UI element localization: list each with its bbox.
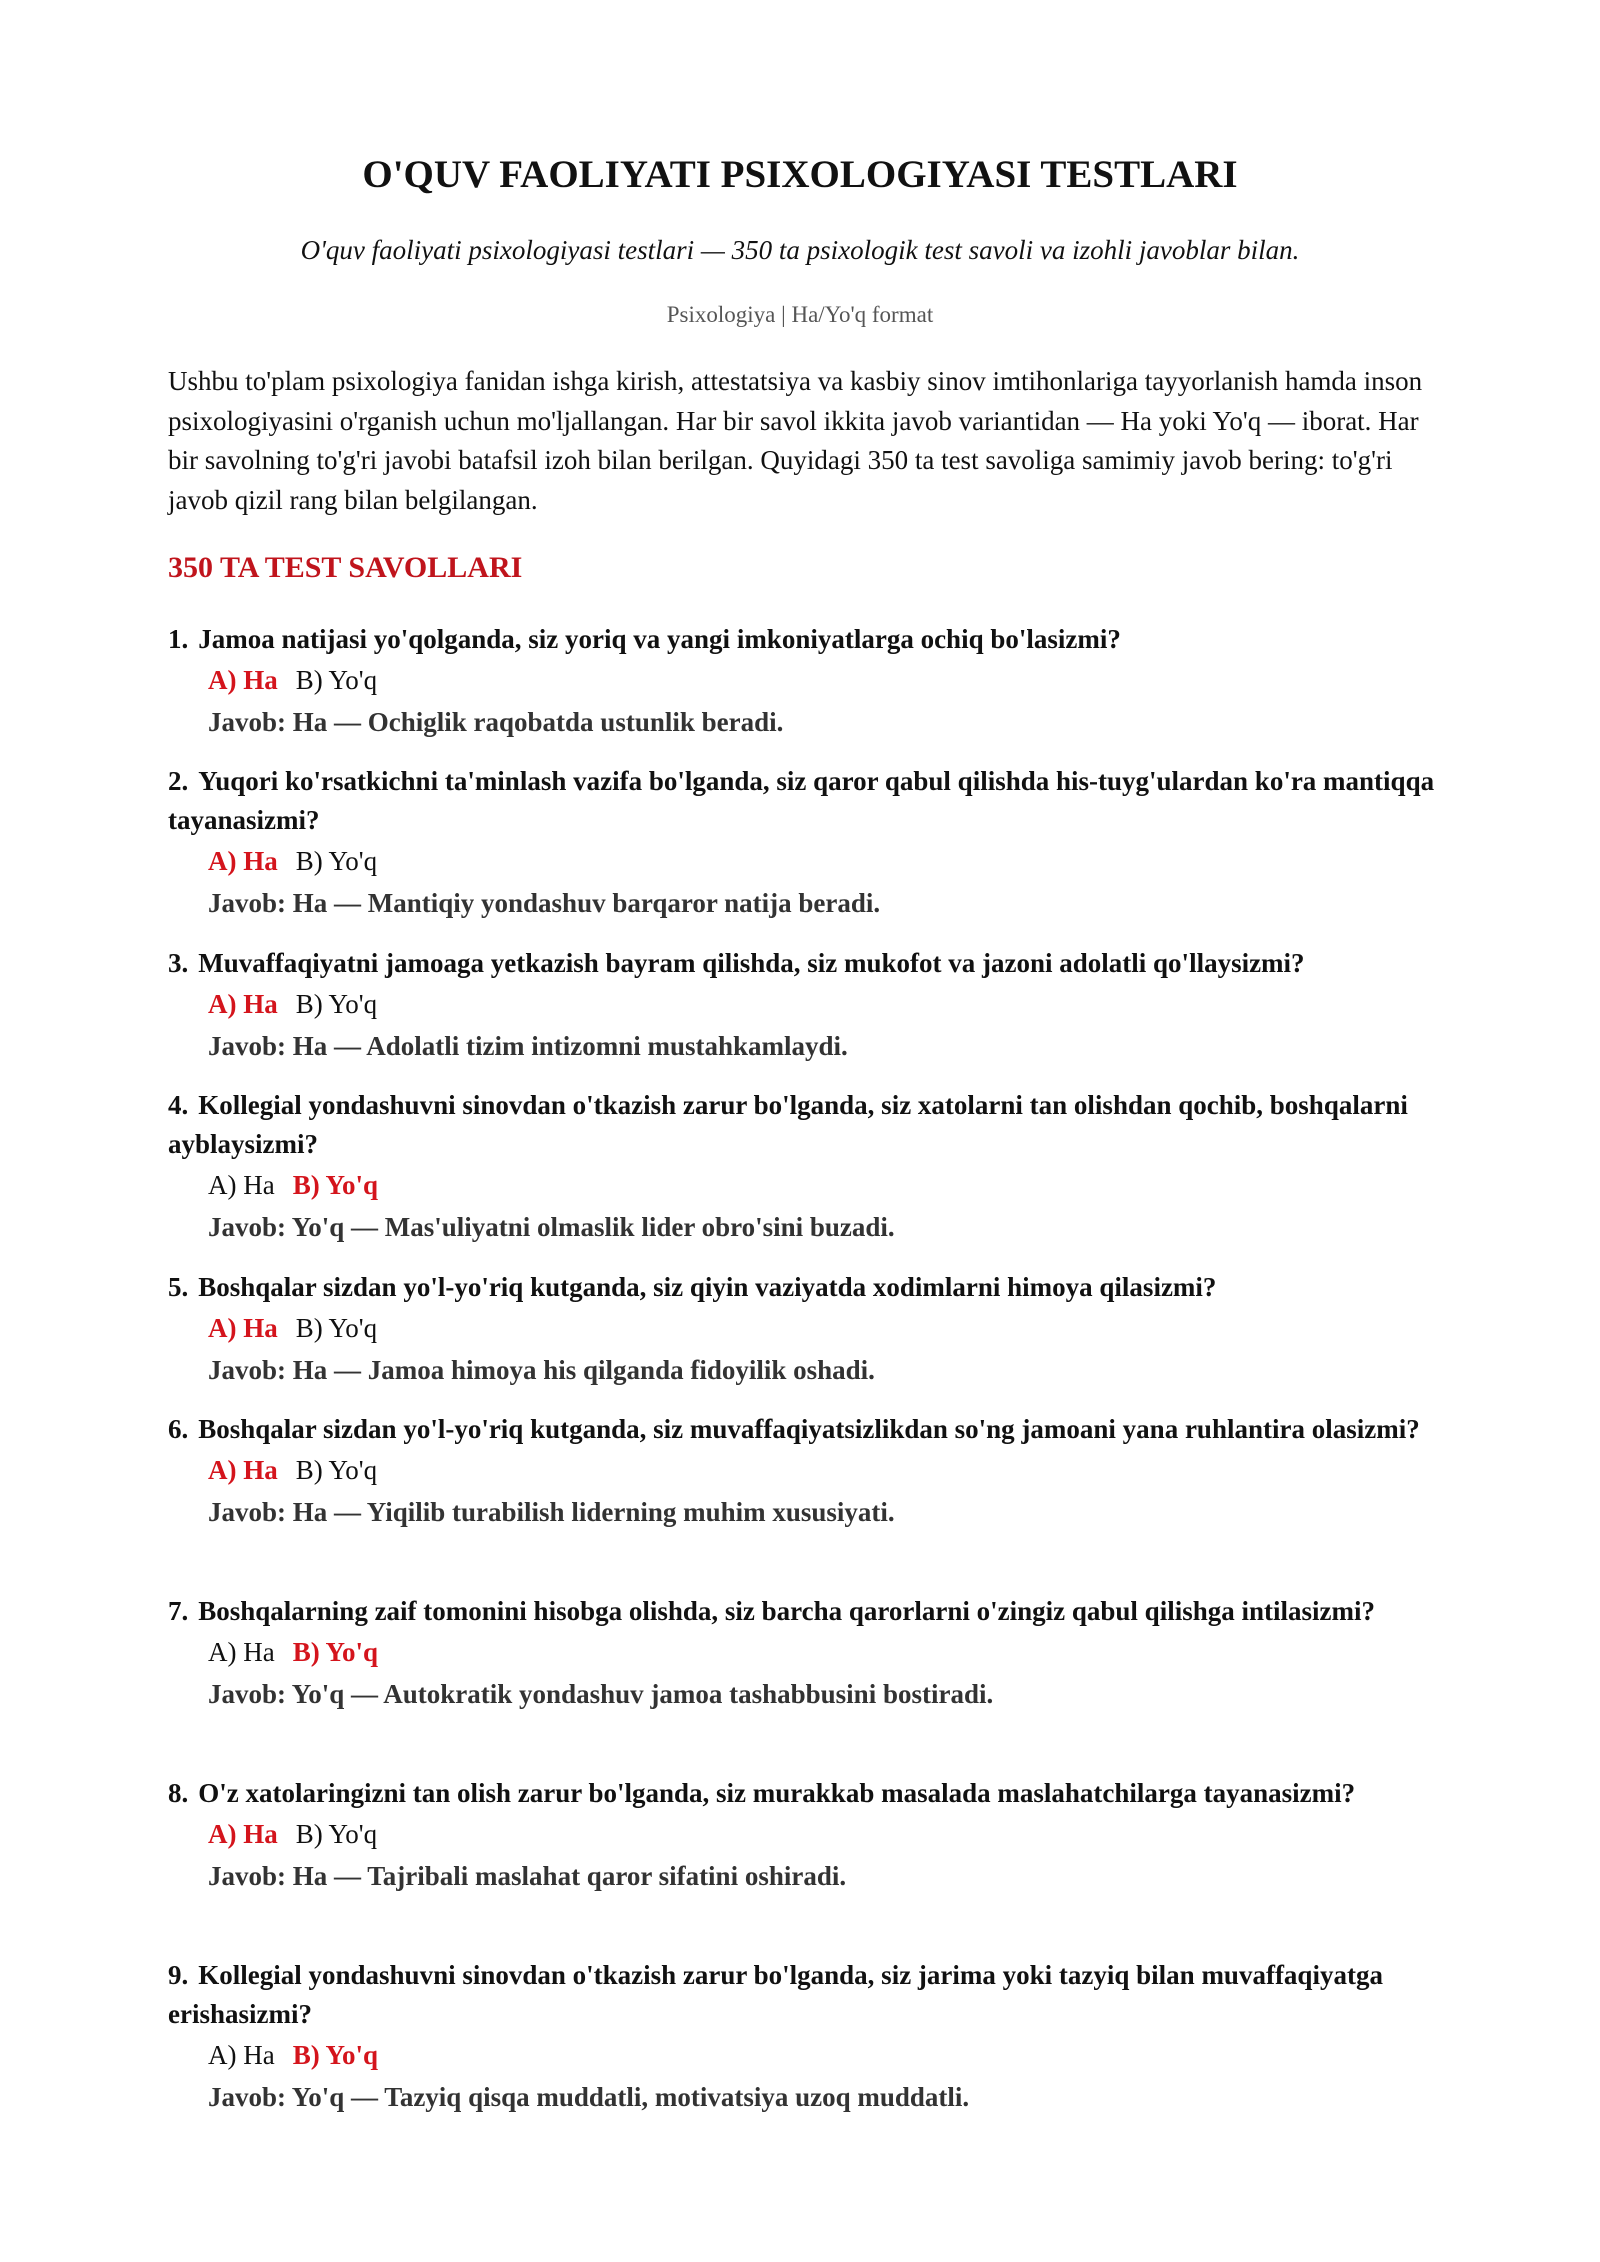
answer-options <box>168 659 1458 701</box>
question-text <box>168 762 1458 840</box>
option-a[interactable]: A) Ha <box>208 1819 278 1849</box>
question-number: 1. <box>168 624 189 654</box>
answer-options <box>168 1307 1458 1349</box>
option-b[interactable]: B) Yo'q <box>295 665 378 695</box>
answer-explanation: Javob: Yo'q — Autokratik yondashuv jamoa tashabbusini bostiradi. <box>208 1679 994 1709</box>
option-b[interactable]: B) Yo'q <box>295 1455 378 1485</box>
answer-explanation: Javob: Ha — Mantiqiy yondashuv barqaror natija beradi. <box>208 888 881 918</box>
question-label: Boshqalar sizdan yo'l-yo'riq kutganda, siz qiyin vaziyatda xodimlarni himoya qilasizmi? <box>198 1272 1217 1302</box>
question-6 <box>168 1410 1458 1533</box>
answer-explanation: Javob: Yo'q — Tazyiq qisqa muddatli, motivatsiya uzoq muddatli. <box>208 2082 970 2112</box>
option-b[interactable]: B) Yo'q <box>292 2040 379 2070</box>
option-a[interactable]: A) Ha <box>208 1170 275 1200</box>
question-text <box>168 1410 1458 1449</box>
answer-explanation: Javob: Ha — Adolatli tizim intizomni mustahkamlaydi. <box>208 1031 848 1061</box>
option-a[interactable]: A) Ha <box>208 1313 278 1343</box>
question-number: 4. <box>168 1090 189 1120</box>
question-2 <box>168 762 1458 924</box>
option-a[interactable]: A) Ha <box>208 665 278 695</box>
option-b[interactable]: B) Yo'q <box>295 846 378 876</box>
section-heading: 350 TA TEST SAVOLLARI <box>168 551 523 584</box>
answer-options <box>168 840 1458 882</box>
question-label: Boshqalarning zaif tomonini hisobga olishda, siz barcha qarorlarni o'zingiz qabul qilishga intilasizmi? <box>198 1596 1375 1626</box>
question-9 <box>168 1956 1458 2118</box>
question-1 <box>168 620 1458 743</box>
question-text <box>168 1592 1458 1631</box>
answer-explanation: Javob: Yo'q — Mas'uliyatni olmaslik lider obro'sini buzadi. <box>208 1212 895 1242</box>
question-label: Muvaffaqiyatni jamoaga yetkazish bayram qilishda, siz mukofot va jazoni adolatli qo'llaysizmi? <box>198 948 1305 978</box>
question-label: O'z xatolaringizni tan olish zarur bo'lganda, siz murakkab masalada maslahatchilarga tayanasizmi? <box>198 1778 1356 1808</box>
question-number: 2. <box>168 766 189 796</box>
document-subtitle: O'quv faoliyati psixologiyasi testlari — 350 ta psixologik test savoli va izohli javoblar bilan. <box>300 235 1300 265</box>
question-number: 8. <box>168 1778 189 1808</box>
option-a[interactable]: A) Ha <box>208 846 278 876</box>
question-number: 3. <box>168 948 189 978</box>
answer-explanation: Javob: Ha — Ochiglik raqobatda ustunlik beradi. <box>208 707 784 737</box>
answer-explanation: Javob: Ha — Jamoa himoya his qilganda fidoyilik oshadi. <box>208 1355 875 1385</box>
question-5 <box>168 1268 1458 1391</box>
answer-explanation: Javob: Ha — Tajribali maslahat qaror sifatini oshiradi. <box>208 1861 847 1891</box>
answer-options <box>168 1164 1458 1206</box>
option-a[interactable]: A) Ha <box>208 2040 275 2070</box>
question-text <box>168 944 1458 983</box>
option-b[interactable]: B) Yo'q <box>295 1313 378 1343</box>
option-b[interactable]: B) Yo'q <box>292 1170 379 1200</box>
answer-options <box>168 2034 1458 2076</box>
option-b[interactable]: B) Yo'q <box>295 1819 378 1849</box>
question-number: 6. <box>168 1414 189 1444</box>
question-text <box>168 1774 1458 1813</box>
question-label: Kollegial yondashuvni sinovdan o'tkazish zarur bo'lganda, siz xatolarni tan olishdan qochib, boshqalarni ayblaysizmi? <box>168 1090 1408 1159</box>
answer-options <box>168 1449 1458 1491</box>
question-3 <box>168 944 1458 1067</box>
answer-options <box>168 983 1458 1025</box>
option-b[interactable]: B) Yo'q <box>295 989 378 1019</box>
question-number: 9. <box>168 1960 189 1990</box>
intro-paragraph: Ushbu to'plam psixologiya fanidan ishga kirish, attestatsiya va kasbiy sinov imtihonlariga tayyorlanish hamda inson psixologiyasini o'rganish uchun mo'ljallangan. Har bir savol ikkita javob variantidan — Ha yoki Yo'q — iborat. Har bir savolning to'g'ri javobi batafsil izoh bilan berilgan. Quyidagi 350 ta test savoliga samimiy javob bering: to'g'ri javob qizil rang bilan belgilangan. <box>168 366 1423 515</box>
question-number: 5. <box>168 1272 189 1302</box>
question-8 <box>168 1774 1458 1897</box>
option-a[interactable]: A) Ha <box>208 1637 275 1667</box>
question-number: 7. <box>168 1596 189 1626</box>
question-label: Kollegial yondashuvni sinovdan o'tkazish zarur bo'lganda, siz jarima yoki tazyiq bilan muvaffaqiyatga erishasizmi? <box>168 1960 1383 2029</box>
answer-explanation: Javob: Ha — Yiqilib turabilish liderning muhim xususiyati. <box>208 1497 895 1527</box>
option-a[interactable]: A) Ha <box>208 989 278 1019</box>
document-meta: Psixologiya | Ha/Yo'q format <box>666 302 934 327</box>
option-a[interactable]: A) Ha <box>208 1455 278 1485</box>
question-label: Boshqalar sizdan yo'l-yo'riq kutganda, siz muvaffaqiyatsizlikdan so'ng jamoani yana ruhlantira olasizmi? <box>198 1414 1420 1444</box>
question-text <box>168 620 1458 659</box>
question-label: Yuqori ko'rsatkichni ta'minlash vazifa bo'lganda, siz qaror qabul qilishda his-tuyg'ulardan ko'ra mantiqqa tayanasizmi? <box>168 766 1435 835</box>
answer-options <box>168 1813 1458 1855</box>
question-text <box>168 1956 1458 2034</box>
answer-options <box>168 1631 1458 1673</box>
question-7 <box>168 1592 1458 1715</box>
question-4 <box>168 1086 1458 1248</box>
document-title: O'QUV FAOLIYATI PSIXOLOGIYASI TESTLARI <box>362 153 1238 196</box>
question-text <box>168 1086 1458 1164</box>
question-label: Jamoa natijasi yo'qolganda, siz yoriq va yangi imkoniyatlarga ochiq bo'lasizmi? <box>198 624 1121 654</box>
option-b[interactable]: B) Yo'q <box>292 1637 379 1667</box>
question-text <box>168 1268 1458 1307</box>
